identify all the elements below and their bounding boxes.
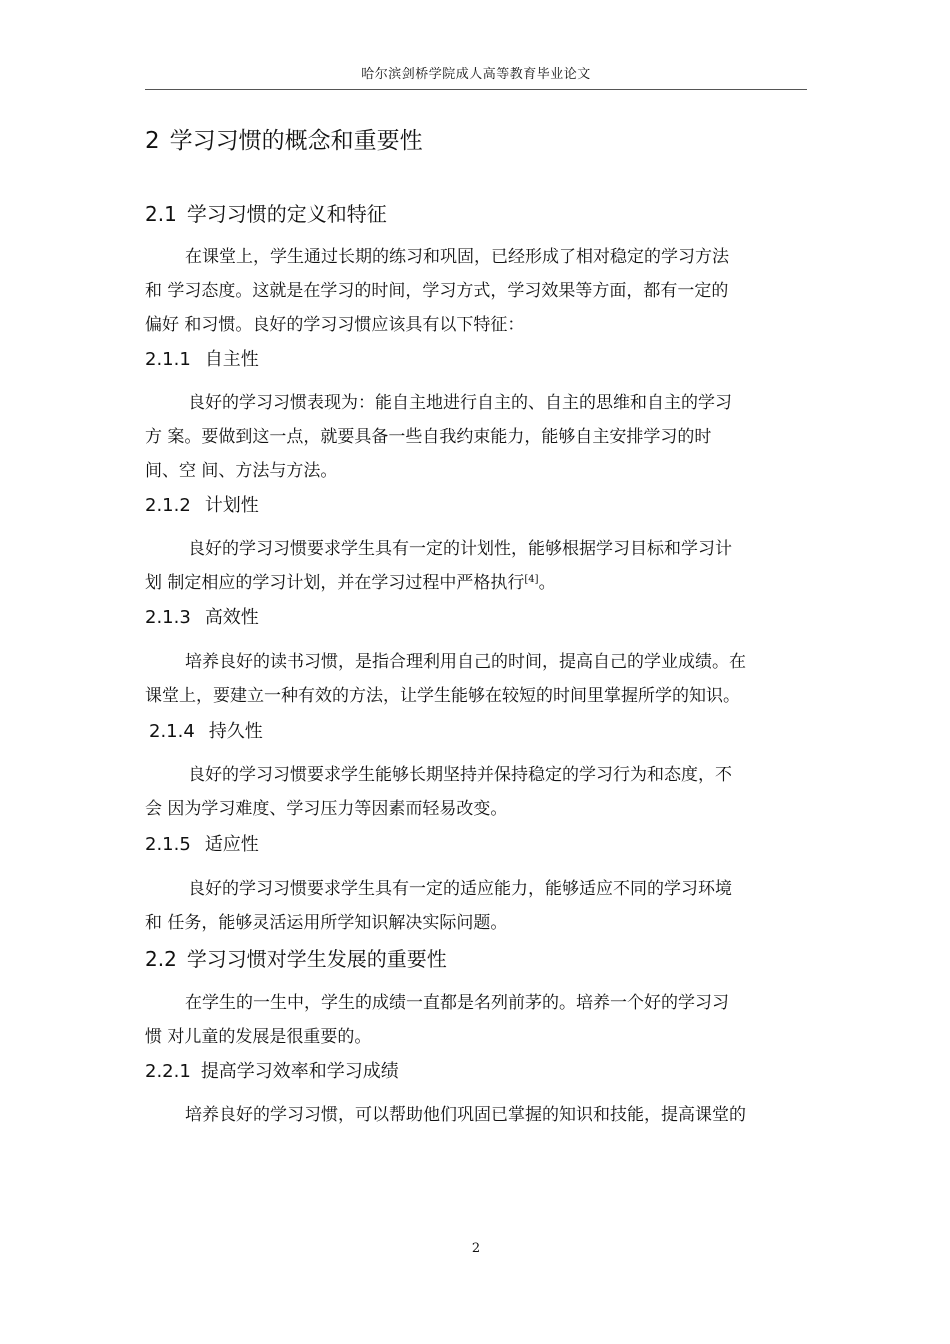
- subsection-heading-2-1-3: [145, 605, 809, 631]
- text-line: 在学生的一生中，学生的成绩一直都是名列前茅的。培养一个好的学习习: [185, 993, 729, 1013]
- text-fragment: 划 制定相应的学习计划，并在学习过程中严格执行: [145, 573, 525, 593]
- paragraph-2-2: [145, 986, 809, 1054]
- subsection-heading-2-1-2: [145, 493, 809, 519]
- text-line: 培养良好的读书习惯，是指合理利用自己的时间，提高自己的学业成绩。在: [185, 652, 746, 672]
- subsection-title: 计划性: [204, 495, 259, 516]
- citation-ref[interactable]: [4]: [524, 574, 539, 585]
- paragraph-2-1-3: [145, 645, 809, 713]
- section-number: 2.1: [145, 202, 177, 226]
- subsection-title: 高效性: [204, 607, 259, 628]
- text-line: 和 任务，能够灵活运用所学知识解决实际问题。: [145, 913, 508, 933]
- subsection-number: 2.1.1: [145, 349, 191, 370]
- chapter-heading: [145, 126, 809, 156]
- section-title: 学习习惯对学生发展的重要性: [186, 947, 447, 971]
- paragraph-2-1-5: [145, 872, 809, 940]
- subsection-number: 2.1.3: [145, 607, 191, 628]
- subsection-number: 2.2.1: [145, 1061, 191, 1082]
- text-line: 良好的学习习惯表现为：能自主地进行自主的、自主的思维和自主的学习: [188, 393, 732, 413]
- subsection-title: 自主性: [204, 349, 259, 370]
- text-line: 良好的学习习惯要求学生能够长期坚持并保持稳定的学习行为和态度，不: [188, 765, 732, 785]
- paragraph-2-1: [145, 240, 809, 342]
- subsection-heading-2-2-1: [145, 1059, 809, 1085]
- paragraph-2-1-4: [145, 758, 809, 826]
- text-line: 培养良好的学习习惯，可以帮助他们巩固已掌握的知识和技能，提高课堂的: [185, 1105, 746, 1125]
- paragraph-2-1-2: [145, 532, 809, 600]
- text-line: 惯 对儿童的发展是很重要的。: [145, 1027, 372, 1047]
- text-line: 在课堂上，学生通过长期的练习和巩固，已经形成了相对稳定的学习方法: [185, 247, 729, 267]
- page-number: 2: [471, 1241, 481, 1256]
- subsection-number: 2.1.2: [145, 495, 191, 516]
- running-header: 哈尔滨剑桥学院成人高等教育毕业论文: [361, 67, 591, 82]
- paragraph-2-1-1: [145, 386, 809, 488]
- text-line: [145, 566, 809, 600]
- text-line: 良好的学习习惯要求学生具有一定的适应能力，能够适应不同的学习环境: [188, 879, 732, 899]
- text-line: 偏好 和习惯。良好的学习习惯应该具有以下特征：: [145, 315, 525, 335]
- subsection-title: 持久性: [208, 721, 263, 742]
- text-line: 和 学习态度。这就是在学习的时间，学习方式，学习效果等方面，都有一定的: [145, 281, 729, 301]
- subsection-heading-2-1-4: [149, 719, 813, 745]
- subsection-number: 2.1.5: [145, 834, 191, 855]
- section-heading-2-2: [145, 945, 809, 973]
- text-fragment: 。: [538, 573, 556, 593]
- subsection-title: 提高学习效率和学习成绩: [200, 1061, 399, 1082]
- subsection-number: 2.1.4: [149, 721, 195, 742]
- header-divider: [145, 89, 807, 90]
- subsection-title: 适应性: [204, 834, 259, 855]
- text-line: 间、空 间、方法与方法。: [145, 461, 338, 481]
- subsection-heading-2-1-1: [145, 347, 809, 373]
- subsection-heading-2-1-5: [145, 832, 809, 858]
- text-line: 会 因为学习难度、学习压力等因素而轻易改变。: [145, 799, 508, 819]
- text-line: 课堂上，要建立一种有效的方法，让学生能够在较短的时间里掌握所学的知识。: [145, 686, 740, 706]
- chapter-number: 2: [145, 128, 160, 154]
- text-line: 方 案。要做到这一点，就要具备一些自我约束能力，能够自主安排学习的时: [145, 427, 712, 447]
- section-heading-2-1: [145, 200, 809, 228]
- paragraph-2-2-1: [145, 1098, 809, 1132]
- text-line: 良好的学习习惯要求学生具有一定的计划性，能够根据学习目标和学习计: [188, 539, 732, 559]
- section-title: 学习习惯的定义和特征: [186, 202, 387, 226]
- section-number: 2.2: [145, 947, 177, 971]
- chapter-title: 学习习惯的概念和重要性: [169, 128, 423, 154]
